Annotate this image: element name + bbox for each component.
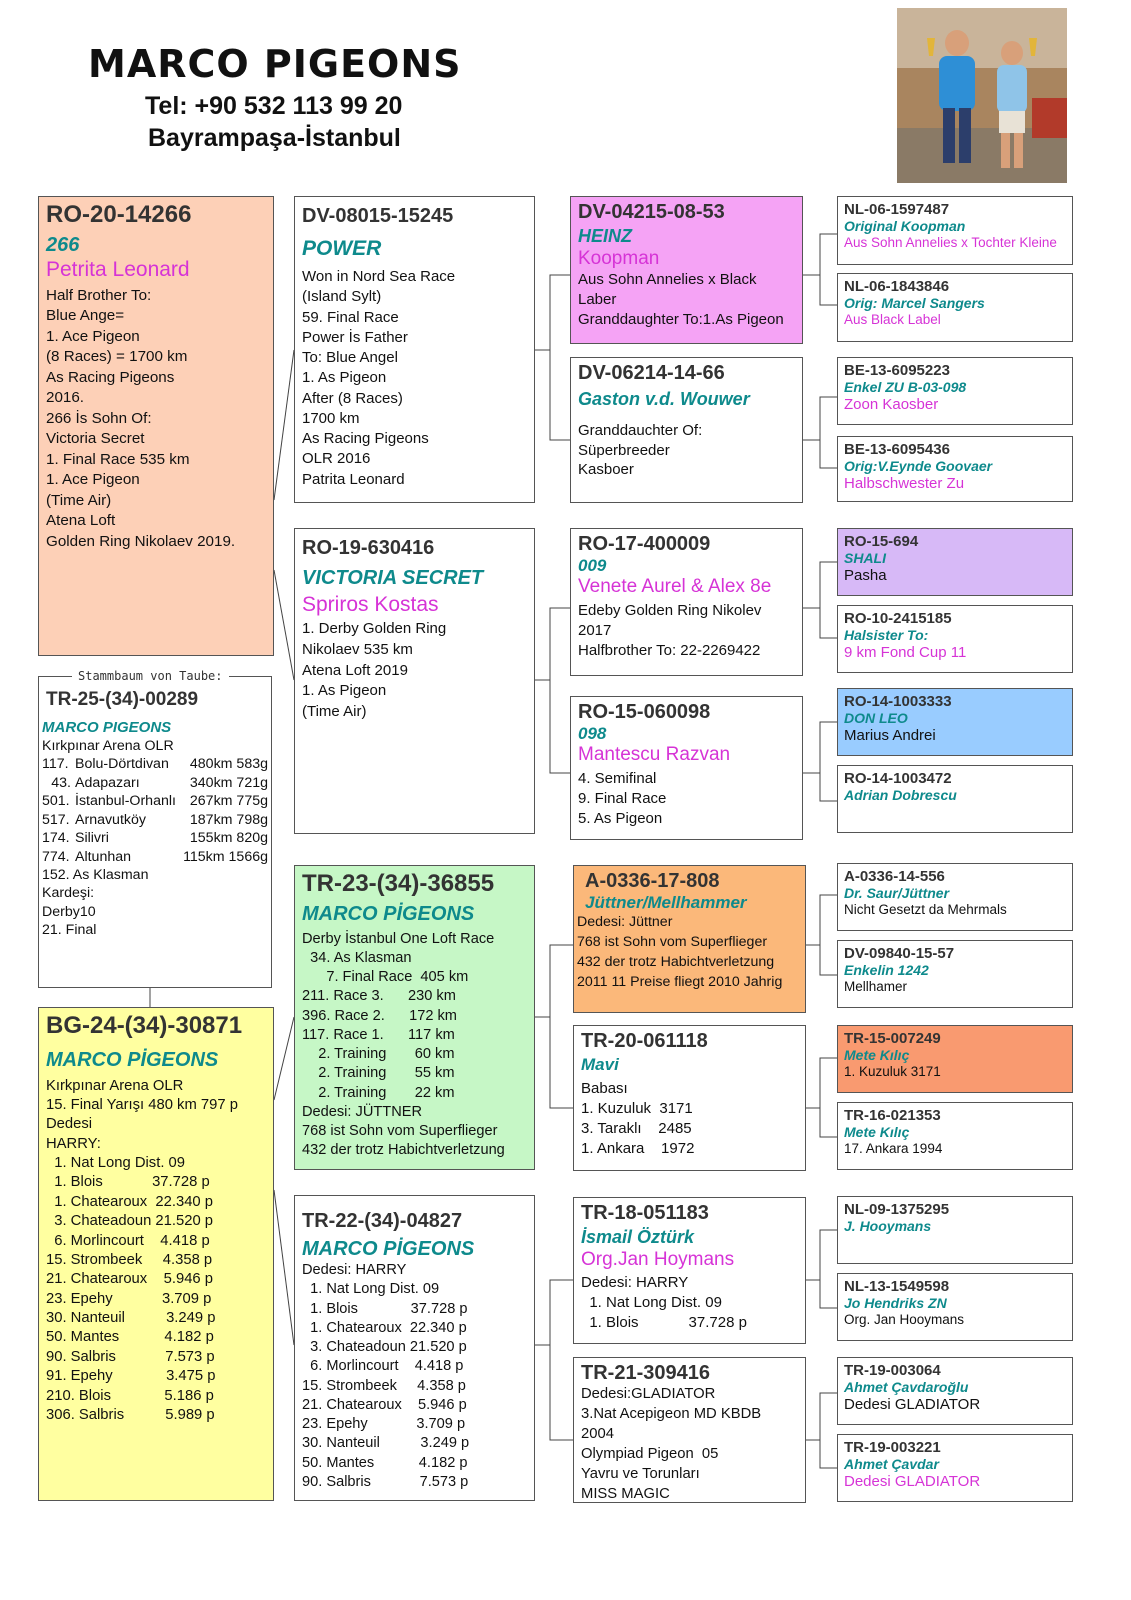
pigeon-card-nl-09-1375295 — [837, 1196, 1073, 1264]
pigeon-card-tr-21-309416 — [573, 1357, 806, 1503]
ring-number: A-0336-14-556 — [844, 868, 945, 885]
pigeon-card-ro-20-14266 — [38, 196, 274, 656]
ring-number: BG-24-(34)-30871 — [46, 1012, 243, 1039]
pigeon-notes: 4. Semifinal 9. Final Race 5. As Pigeon — [578, 770, 667, 828]
pigeon-card-bg-24-30871 — [38, 1007, 274, 1501]
pigeon-name: Mete Kılıç — [844, 1124, 910, 1141]
pigeon-notes: 152. As Klasman Kardeşi: Derby10 21. Final — [42, 867, 149, 939]
owner-name: Zoon Kaosber — [844, 396, 939, 414]
pigeon-name: Mavi — [581, 1055, 619, 1074]
owner-name: Aus Sohn Annelies x Tochter Kleine — [844, 235, 1057, 251]
owner-name: 1. Kuzuluk 3171 — [844, 1064, 941, 1080]
race-results — [42, 755, 268, 866]
pigeon-name: Ahmet Çavdar — [844, 1456, 939, 1473]
race-row: 174. Silivri 155km 820g — [42, 830, 268, 847]
ring-number: TR-19-003221 — [844, 1439, 941, 1456]
ring-number: TR-16-021353 — [844, 1107, 941, 1124]
pigeon-name: İsmail Öztürk — [581, 1227, 695, 1247]
pigeon-name: SHALI — [844, 550, 886, 567]
pigeon-card-tr-22-04827 — [294, 1195, 535, 1501]
ring-number: BE-13-6095436 — [844, 441, 950, 458]
pigeon-card-ro-10-2415185 — [837, 605, 1073, 673]
ring-number: RO-19-630416 — [302, 537, 435, 559]
ring-number: DV-06214-14-66 — [578, 362, 725, 384]
pigeon-card-dv-08015-15245 — [294, 196, 535, 503]
page-title: MARCO PIGEONS — [88, 42, 462, 86]
ring-number: TR-20-061118 — [581, 1030, 708, 1052]
pigeon-notes: Dedesi:GLADIATOR 3.Nat Acepigeon MD KBDB 2004 Olympiad Pigeon 05 Yavru ve Torunları MISS MAGIC — [581, 1386, 762, 1502]
pigeon-name: Enkel ZU B-03-098 — [844, 379, 967, 396]
owner-name: Mellhamer — [844, 979, 908, 995]
pigeon-card-dv-06214-14-66 — [570, 357, 803, 503]
pigeon-notes: 1. Derby Golden Ring Nikolaev 535 km Atena Loft 2019 1. As Pigeon (Time Air) — [302, 620, 447, 720]
pigeon-name: MARCO PİGEONS — [302, 902, 475, 925]
pigeon-card-ro-14-1003472 — [837, 765, 1073, 833]
pigeon-card-ro-19-630416 — [294, 528, 535, 834]
pigeon-notes: Dedesi: Jüttner 768 ist Sohn vom Superflieger 432 der trotz Habichtverletzung 2011 11 Preise fliegt 2010 Jahrig — [577, 914, 783, 991]
pigeon-name: VICTORIA SECRET — [302, 567, 484, 589]
owner-name: Aus Black Label — [844, 312, 941, 328]
race-row: 774. Altunhan 115km 1566g — [42, 848, 268, 865]
owner-name: Dedesi GLADIATOR — [844, 1473, 981, 1491]
owner-name: Pasha — [844, 567, 887, 585]
pigeon-name: Orig:V.Eynde Goovaer — [844, 458, 993, 475]
pigeon-notes: Half Brother To: Blue Ange= 1. Ace Pigeon (8 Races) = 1700 km As Racing Pigeons 2016. 266 İs Sohn Of: Victoria Secret 1. Final Race 535 km 1. Ace Pigeon (Time Air) Atena Loft Golden Ring Nikolaev 2019. — [46, 286, 236, 550]
pigeon-name: Dr. Saur/Jüttner — [844, 885, 950, 902]
owner-name: Dedesi GLADIATOR — [844, 1396, 981, 1414]
pigeon-notes: Kırkpınar Arena OLR 15. Final Yarışı 480 km 797 p Dedesi HARRY: 1. Nat Long Dist. 09 1. Blois 37.728 p 1. Chatearoux 22.340 p 3. Chateadoun 21.520 p 6. Morlincourt 4.418 p 15. Strombeek 4.358 p 21. Chatearoux 5.946 p 23. Epehy 3.709 p 30. Nanteuil 3.249 p 50. Mantes 4.182 p 90. Salbris 7.573 p 91. Epehy 3.475 p 210. Blois 5.186 p 306. Salbris 5.989 p — [46, 1077, 238, 1423]
pigeon-card-dv-09840-15-57 — [837, 940, 1073, 1008]
pigeon-name: MARCO PİGEONS — [302, 1238, 475, 1260]
pigeon-name: POWER — [302, 237, 382, 260]
pigeon-card-tr-19-003221 — [837, 1434, 1073, 1502]
owner-name: 9 km Fond Cup 11 — [844, 644, 967, 662]
pigeon-name: MARCO PİGEONS — [46, 1048, 219, 1071]
ring-number: TR-22-(34)-04827 — [302, 1210, 463, 1232]
pigeon-card-ro-15-060098 — [570, 696, 803, 840]
ring-number: RO-10-2415185 — [844, 610, 952, 627]
owner-name: Nicht Gesetzt da Mehrmals — [844, 902, 1007, 918]
ring-number: NL-13-1549598 — [844, 1278, 950, 1295]
arena-name: Kırkpınar Arena OLR — [42, 737, 174, 754]
pigeon-name: Original Koopman — [844, 218, 966, 235]
race-row: 43. Adapazarı 340km 721g — [51, 774, 268, 791]
owner-name: Spriros Kostas — [302, 593, 439, 616]
ring-number: TR-18-051183 — [581, 1202, 709, 1224]
ring-number: TR-15-007249 — [844, 1030, 941, 1047]
pigeon-name: Halsister To: — [844, 627, 929, 644]
pigeon-name: Gaston v.d. Wouwer — [578, 389, 750, 409]
pigeon-name: 098 — [578, 724, 607, 743]
ring-number: RO-14-1003472 — [844, 770, 952, 787]
phone-number: Tel: +90 532 113 99 20 — [145, 92, 403, 120]
pigeon-card-tr-23-36855 — [294, 865, 535, 1170]
owner-name: Org.Jan Hoymans — [581, 1248, 735, 1270]
pigeon-notes: Dedesi: HARRY 1. Nat Long Dist. 09 1. Blois 37.728 p 1. Chatearoux 22.340 p 3. Chateadoun 21.520 p 6. Morlincourt 4.418 p 15. Strombeek 4.358 p 21. Chatearoux 5.946 p 23. Epehy 3.709 p 30. Nanteuil 3.249 p 50. Mantes 4.182 p 90. Salbris 7.573 p — [302, 1262, 470, 1490]
pigeon-card-tr-25-00289 — [38, 676, 272, 988]
ring-number: RO-14-1003333 — [844, 693, 952, 710]
pigeon-name: Orig: Marcel Sangers — [844, 295, 985, 312]
pigeon-notes: Granddauchter Of: Süperbreeder Kasboer — [578, 421, 703, 479]
race-row: 517. Arnavutköy 187km 798g — [42, 811, 268, 828]
ring-number: DV-09840-15-57 — [844, 945, 955, 962]
ring-number: DV-08015-15245 — [302, 205, 454, 227]
ring-number: NL-06-1843846 — [844, 278, 950, 295]
pigeon-name: HEINZ — [578, 226, 632, 246]
pigeon-name: Jo Hendriks ZN — [844, 1295, 947, 1312]
ring-number: A-0336-17-808 — [585, 870, 720, 892]
pigeon-card-ro-14-1003333 — [837, 688, 1073, 756]
pigeon-card-a-0336-14-556 — [837, 863, 1073, 931]
ring-number: TR-23-(34)-36855 — [302, 870, 495, 897]
ring-number: RO-20-14266 — [46, 201, 192, 228]
pigeon-notes: Aus Sohn Annelies x Black Laber Granddaughter To:1.As Pigeon — [578, 271, 784, 329]
race-row: 117. Bolu-Dörtdivan 480km 583g — [42, 756, 268, 773]
ring-number: DV-04215-08-53 — [578, 201, 725, 223]
pigeon-notes: Won in Nord Sea Race (Island Sylt) 59. Final Race Power İs Father To: Blue Angel 1. As Pigeon After (8 Races) 1700 km As Racing Pigeons OLR 2016 Patrita Leonard — [302, 268, 456, 488]
pigeon-name: Mete Kılıç — [844, 1047, 910, 1064]
race-row: 501. İstanbul-Orhanlı 267km 775g — [42, 793, 268, 810]
pigeon-name: J. Hooymans — [844, 1218, 932, 1235]
pigeon-name: Adrian Dobrescu — [844, 787, 957, 804]
pigeon-card-tr-20-061118 — [573, 1025, 806, 1171]
owner-name: Mantescu Razvan — [578, 744, 731, 766]
pigeon-card-dv-04215-08-53 — [570, 196, 803, 344]
owner-name: Venete Aurel & Alex 8e — [578, 576, 772, 598]
location: Bayrampaşa-İstanbul — [148, 124, 401, 152]
pigeon-notes: Edeby Golden Ring Nikolev 2017 Halfbrother To: 22-2269422 — [578, 602, 762, 660]
pigeon-card-nl-06-1597487 — [837, 196, 1073, 265]
pigeon-card-be-13-6095223 — [837, 357, 1073, 425]
pigeon-notes: Dedesi: HARRY 1. Nat Long Dist. 09 1. Blois 37.728 p — [581, 1274, 747, 1332]
pigeon-card-a-0336-17-808 — [573, 865, 806, 1013]
pigeon-notes: Derby İstanbul One Loft Race 34. As Klasman 7. Final Race 405 km 211. Race 3. 230 km 396. Race 2. 172 km 117. Race 1. 117 km 2. Training 60 km 2. Training 55 km 2. Training 22 km Dedesi: JÜTTNER 768 ist Sohn vom Superflieger 432 der trotz Habichtverletzung — [302, 930, 505, 1159]
ring-number: TR-25-(34)-00289 — [46, 689, 199, 710]
ring-number: RO-15-694 — [844, 533, 919, 550]
ring-number: RO-15-060098 — [578, 701, 711, 723]
ring-number: BE-13-6095223 — [844, 362, 950, 379]
pigeon-card-tr-18-051183 — [573, 1197, 806, 1344]
ring-number: NL-06-1597487 — [844, 201, 950, 218]
ring-number: NL-09-1375295 — [844, 1201, 950, 1218]
owner-name: Marius Andrei — [844, 727, 936, 745]
pigeon-name: Enkelin 1242 — [844, 962, 929, 979]
owner-name: 17. Ankara 1994 — [844, 1141, 943, 1157]
ring-number: TR-19-003064 — [844, 1362, 941, 1379]
pigeon-card-tr-16-021353 — [837, 1102, 1073, 1170]
owner-name: Petrita Leonard — [46, 257, 190, 281]
pedigree-label: Stammbaum von Taube: — [72, 669, 229, 683]
owner-name: Halbschwester Zu — [844, 475, 965, 493]
pigeon-name: DON LEO — [844, 710, 908, 727]
pigeon-card-nl-13-1549598 — [837, 1273, 1073, 1341]
pigeon-card-ro-15-694 — [837, 528, 1073, 596]
pigeon-card-be-13-6095436 — [837, 436, 1073, 502]
pigeon-card-nl-06-1843846 — [837, 273, 1073, 342]
pigeon-card-tr-15-007249 — [837, 1025, 1073, 1093]
pigeon-card-ro-17-400009 — [570, 528, 803, 676]
ring-number: TR-21-309416 — [581, 1362, 710, 1384]
pigeon-card-tr-19-003064 — [837, 1357, 1073, 1425]
pigeon-name: 266 — [46, 233, 80, 256]
owner-name: Koopman — [578, 247, 660, 269]
owner-name: Org. Jan Hooymans — [844, 1312, 965, 1328]
pigeon-name: Ahmet Çavdaroğlu — [844, 1379, 969, 1396]
pigeon-name: Jüttner/Mellhammer — [585, 893, 747, 912]
pigeon-name: 009 — [578, 556, 607, 575]
pigeon-notes: Babası 1. Kuzuluk 3171 3. Taraklı 2485 1. Ankara 1972 — [581, 1080, 695, 1158]
pigeon-name: MARCO PIGEONS — [42, 718, 172, 736]
ring-number: RO-17-400009 — [578, 533, 711, 555]
